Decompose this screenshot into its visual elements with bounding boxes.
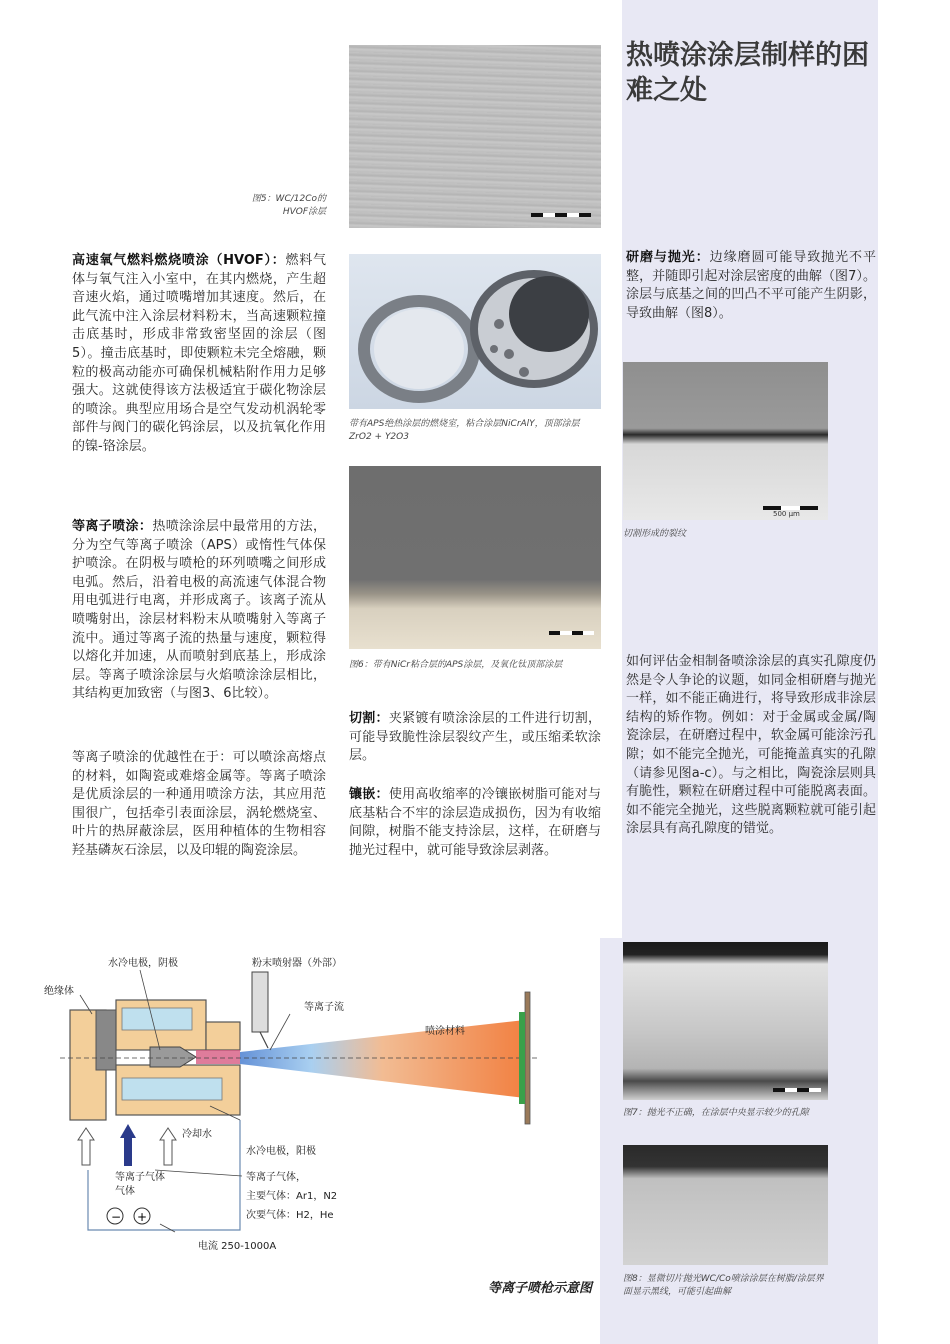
grinding-paragraph <box>626 249 876 323</box>
label-cooling-water: 冷却水 <box>182 1129 212 1140</box>
nozzle-top <box>206 1022 240 1050</box>
fig5-scalebar <box>531 213 591 217</box>
label-spray-material: 喷涂材料 <box>425 1026 465 1037</box>
fig6-caption: 图6：带有NiCr粘合层的APS涂层，及氧化钛顶部涂层 <box>349 660 563 670</box>
combustor-photo <box>349 254 601 409</box>
label-secondary-gas: 次要气体：H2，He <box>246 1210 334 1221</box>
label-powder-injector: 粉末喷射器（外部） <box>252 958 342 969</box>
label-insulator: 绝缘体 <box>44 986 74 997</box>
fig5-caption: 图5：WC/12Co的HVOF涂层 <box>251 194 326 217</box>
diagram-title: 等离子喷枪示意图 <box>488 1281 593 1296</box>
cutting-heading: 切割： <box>349 711 389 726</box>
plasma-heading: 等离子喷涂： <box>72 519 153 534</box>
mounting-paragraph <box>349 786 601 860</box>
label-cathode: 水冷电极，阴极 <box>108 958 178 969</box>
label-anode: 水冷电极，阳极 <box>246 1146 316 1157</box>
grinding-heading: 研磨与抛光： <box>626 250 710 265</box>
sidebar-lower-panel <box>600 938 622 1344</box>
porosity-paragraph: 如何评估金相制备喷涂涂层的真实孔隙度仍然是令人争论的议题，如同金相研磨与抛光一样，如不能正确进行，将导致形成非涂层结构的矫作物。例如：对于金属或金属/陶瓷涂层，在研磨过程中，软金属可能涂污孔隙；如不能完全抛光，可能掩盖真实的孔隙（请参见图a-c）。与之相比，陶瓷涂层则具有脆性，颗粒在研磨过程中可能脱离表面。如不能完全抛光，这些脱离颗粒就可能引起涂层具有高孔隙度的错觉。 <box>626 654 876 837</box>
hvof-heading: 高速氧气燃料燃烧喷涂（HVOF）： <box>72 253 286 268</box>
plasma-paragraph-2: 等离子喷涂的优越性在于：可以喷涂高熔点的材料，如陶瓷或难熔金属等。等离子喷涂是优质涂层的一种通用喷涂方法，其应用范围很广，包括牵引表面涂层，涡轮燃烧室、叶片的热屏蔽涂层，医用种植体的生物相容羟基磷灰石涂层，以及印辊的陶瓷涂层。 <box>72 750 326 858</box>
mounting-body: 使用高收缩率的冷镶嵌树脂可能对与底基粘合不牢的涂层造成损伤，因为有收缩间隙，树脂不能支持涂层，这样，在研磨与抛光过程中，就可能导致涂层剥落。 <box>349 787 601 858</box>
combustor-caption: 带有APS绝热涂层的燃烧室，粘合涂层NiCrAlY，顶部涂层ZrO2 + Y2O3 <box>349 419 580 442</box>
anode-cooling <box>122 1078 222 1100</box>
crack-scale-label: 500 µm <box>773 510 800 518</box>
powder-injector <box>252 972 268 1032</box>
crack-micrograph <box>623 362 828 520</box>
label-current: 电流 250-1000A <box>198 1241 277 1252</box>
fig7-caption: 图7：抛光不正确，在涂层中央显示较少的孔隙 <box>623 1108 809 1118</box>
cutting-body: 夹紧镀有喷涂涂层的工件进行切割，可能导致脆性涂层裂纹产生，或压缩柔软涂层。 <box>349 711 601 764</box>
arc-region <box>196 1050 240 1064</box>
fig8-caption: 图8：显微切片抛光WC/Co喷涂涂层在树脂/涂层界面显示黑线，可能引起曲解 <box>623 1274 824 1297</box>
substrate <box>525 992 530 1124</box>
plus-sign: + <box>137 1210 148 1224</box>
fig6-micrograph <box>349 466 601 649</box>
page-title: 热喷涂涂层制样的困难之处 <box>626 40 869 106</box>
cathode-cooling <box>122 1008 192 1030</box>
hvof-paragraph <box>72 252 326 457</box>
minus-sign: − <box>111 1210 122 1224</box>
coating <box>519 1012 525 1104</box>
fig8-micrograph <box>623 1145 828 1265</box>
fig6-scalebar <box>549 631 594 635</box>
label-plasma-gas: 等离子气体 <box>115 1172 165 1183</box>
crack-caption: 切割形成的裂纹 <box>623 529 687 539</box>
label-plasma-stream: 等离子流 <box>304 1002 344 1013</box>
plasma-jet <box>240 1020 525 1098</box>
plasma-gas-arrow <box>120 1124 136 1166</box>
label-primary-gas: 主要气体：Ar1，N2 <box>246 1191 338 1202</box>
plasma-gun-diagram <box>0 940 600 1260</box>
plasma-body: 热喷涂涂层中最常用的方法，分为空气等离子喷涂（APS）或惰性气体保护喷涂。在阴极与喷枪的环列喷嘴之间形成电弧。然后，沿着电极的高流速气体混合物用电弧进行电离，并形成离子。该离子流从喷嘴射出，涂层材料粉末从喷嘴射入等离子流中。通过等离子流的热量与速度，颗粒得以熔化并加速，从而喷射到底基上，形成涂层。等离子喷涂涂层与火焰喷涂涂层相比，其结构更加致密（与图3、6比较）。 <box>72 519 326 702</box>
label-gas: 气体 <box>115 1186 135 1197</box>
label-plasma-gas-mix: 等离子气体， <box>246 1172 306 1183</box>
combustor-rings <box>349 254 601 409</box>
hvof-body: 燃料气体与氧气注入小室中，在其内燃烧，产生超音速火焰，通过喷嘴增加其速度。然后，在此气流中注入涂层材料粉末，当高速颗粒撞击底基时，形成非常致密坚固的涂层（图5）。撞击底基时，即使颗粒未完全熔融，颗粒的极高动能亦可确保机械粘附作用力足够强大。这就使得该方法极适宜于碳化物涂层的喷涂。典型应用场合是空气发动机涡轮零部件与阀门的碳化钨涂层，以及抗氧化作用的镍-铬涂层。 <box>72 253 326 454</box>
fig7-micrograph <box>623 942 828 1100</box>
plasma-paragraph <box>72 518 326 704</box>
insulator-dark <box>96 1010 116 1070</box>
grinding-body: 边缘磨圆可能导致抛光不平整，并随即引起对涂层密度的曲解（图7）。涂层与底基之间的凹凸不平可能产生阴影，导致曲解（图8）。 <box>626 250 876 321</box>
fig7-scalebar <box>773 1088 821 1092</box>
mounting-heading: 镶嵌： <box>349 787 389 802</box>
cutting-paragraph <box>349 710 601 766</box>
fig5-micrograph <box>349 45 601 228</box>
